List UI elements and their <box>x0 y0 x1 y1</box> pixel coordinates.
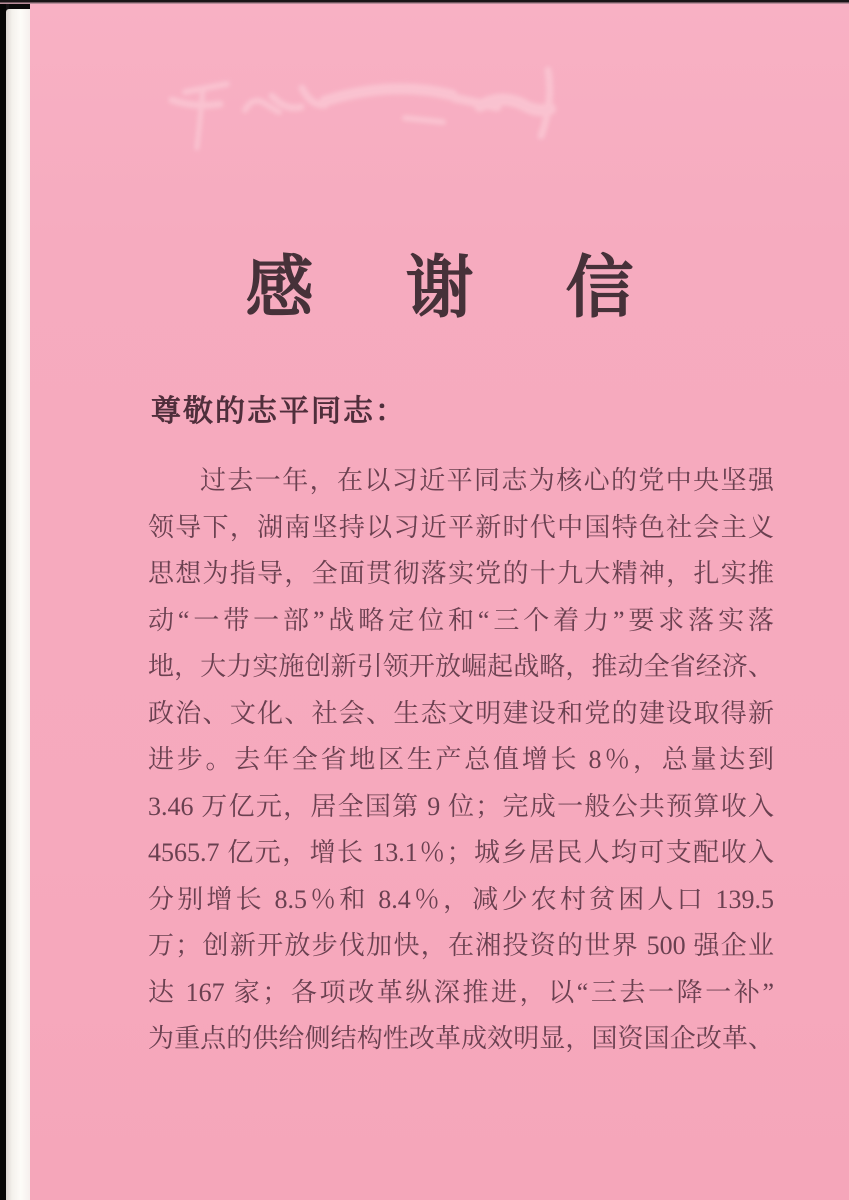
title-char: 信 <box>565 250 634 326</box>
letter-title <box>30 234 849 331</box>
body-line: 政治、文化、社会、生态文明建设和党的建设取得新 <box>148 698 774 728</box>
body-line: 进步。去年全省地区生产总值增长 8％，总量达到 <box>148 745 774 774</box>
body-line: 万；创新开放步伐加快，在湘投资的世界 500 强企业 <box>148 931 774 960</box>
body-line: 为重点的供给侧结构性改革成效明显，国资国企改革、 <box>148 1024 774 1053</box>
title-char: 感 <box>245 250 314 326</box>
body-line: 过去一年，在以习近平同志为核心的党中央坚强 <box>200 466 774 495</box>
body-line: 地，大力实施创新引领开放崛起战略，推动全省经济、 <box>148 652 774 681</box>
bleedthrough-handwriting-marks <box>150 58 580 153</box>
letter-body <box>148 458 774 1063</box>
title-char: 谢 <box>405 250 474 326</box>
body-line: 动“一带一部”战略定位和“三个着力”要求落实落 <box>148 605 774 635</box>
body-line: 达 167 家；各项改革纵深推进，以“三去一降一补” <box>148 977 774 1007</box>
body-line: 领导下，湖南坚持以习近平新时代中国特色社会主义 <box>148 512 774 542</box>
page-edge-white <box>6 9 33 1200</box>
scan-top-edge <box>0 0 849 4</box>
salutation: 尊敬的志平同志： <box>151 395 407 428</box>
body-line: 3.46 万亿元，居全国第 9 位；完成一般公共预算收入 <box>148 791 774 821</box>
body-line: 分别增长 8.5％和 8.4％，减少农村贫困人口 139.5 <box>148 884 774 914</box>
body-line: 思想为指导，全面贯彻落实党的十九大精神，扎实推 <box>148 559 774 588</box>
body-line: 4565.7 亿元，增长 13.1％；城乡居民人均可支配收入 <box>148 838 774 867</box>
